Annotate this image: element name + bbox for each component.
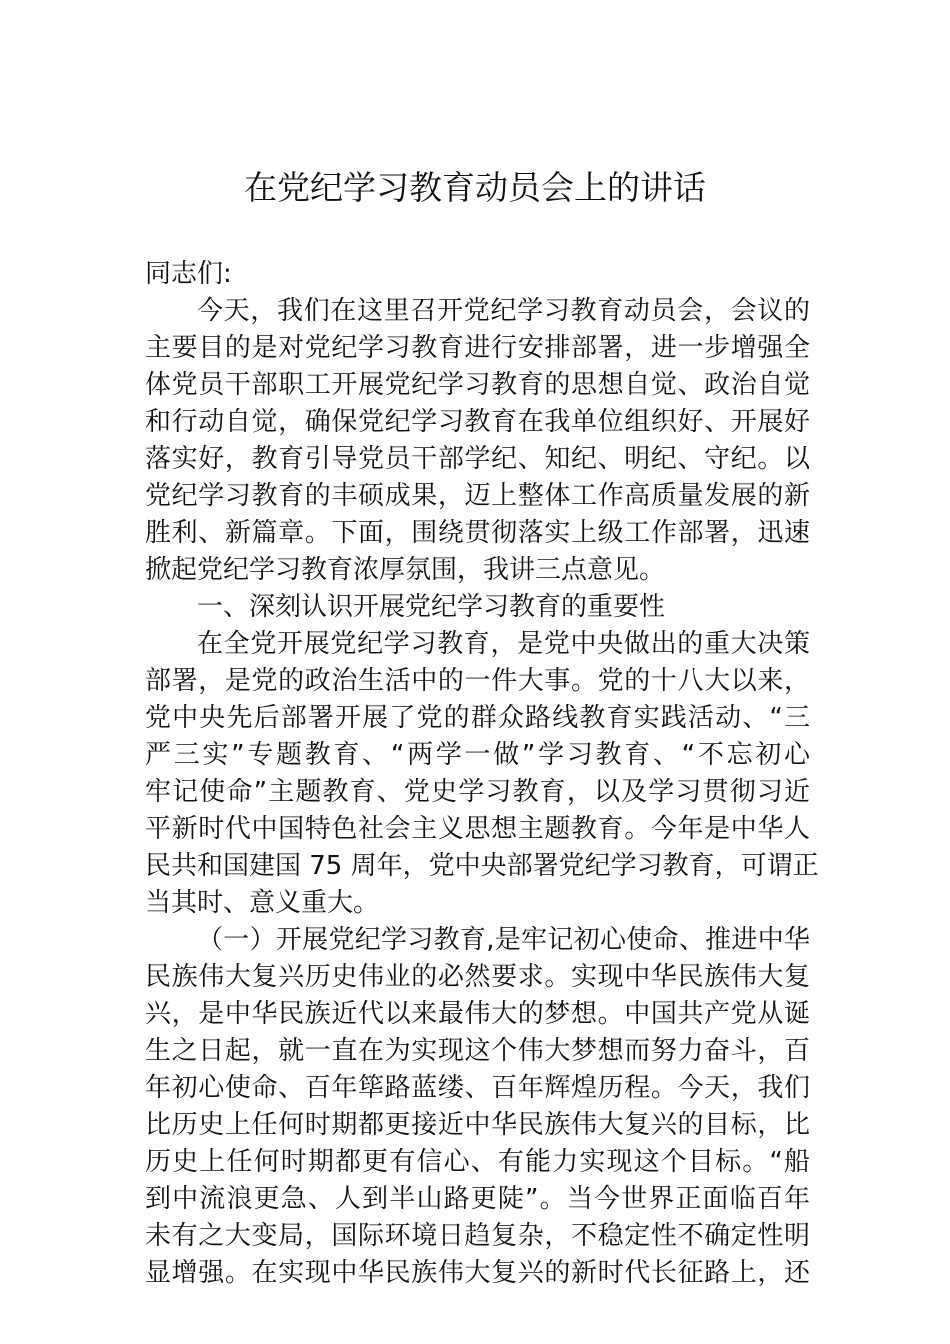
body-text-line: 体党员干部职工开展党纪学习教育的思想自觉、政治自觉 xyxy=(145,370,810,400)
body-text-line: 历史上任何时期都更有信心、有能力实现这个目标。“船 xyxy=(145,1147,810,1177)
body-text-line: 生之日起，就一直在为实现这个伟大梦想而努力奋斗，百 xyxy=(145,1036,810,1066)
body-text-line: 落实好，教育引导党员干部学纪、知纪、明纪、守纪。以 xyxy=(145,444,810,474)
body-text-line: （一）开展党纪学习教育,是牢记初心使命、推进中华 xyxy=(197,925,810,955)
body-text-line: 民共和国建国 75 周年，党中央部署党纪学习教育，可谓正 xyxy=(145,851,819,881)
body-text-line: 主要目的是对党纪学习教育进行安排部署，进一步增强全 xyxy=(145,333,810,363)
body-text-line: 党纪学习教育的丰硕成果，迈上整体工作高质量发展的新 xyxy=(145,481,810,511)
body-text-line: 掀起党纪学习教育浓厚氛围，我讲三点意见。 xyxy=(145,555,666,585)
body-text-line: 到中流浪更急、人到半山路更陡”。当今世界正面临百年 xyxy=(145,1184,810,1214)
body-text-line: 在全党开展党纪学习教育，是党中央做出的重大决策 xyxy=(197,629,810,659)
body-text-line: 平新时代中国特色社会主义思想主题教育。今年是中华人 xyxy=(145,814,810,844)
body-text-line: 比历史上任何时期都更接近中华民族伟大复兴的目标，比 xyxy=(145,1110,810,1140)
body-text-line: 民族伟大复兴历史伟业的必然要求。实现中华民族伟大复 xyxy=(145,962,810,992)
body-text-line: 兴，是中华民族近代以来最伟大的梦想。中国共产党从诞 xyxy=(145,999,810,1029)
body-text-line: 牢记使命”主题教育、党史学习教育，以及学习贯彻习近 xyxy=(145,777,810,807)
body-text-line: 今天，我们在这里召开党纪学习教育动员会，会议的 xyxy=(197,296,810,326)
body-text-line: 胜利、新篇章。下面，围绕贯彻落实上级工作部署，迅速 xyxy=(145,518,810,548)
body-text-line: 未有之大变局，国际环境日趋复杂，不稳定性不确定性明 xyxy=(145,1221,810,1251)
body-text-line: 年初心使命、百年筚路蓝缕、百年辉煌历程。今天，我们 xyxy=(145,1073,810,1103)
body-text-line: 党中央先后部署开展了党的群众路线教育实践活动、“三 xyxy=(145,703,810,733)
body-text-line: 严三实”专题教育、“两学一做”学习教育、“不忘初心 xyxy=(145,740,810,770)
document-title: 在党纪学习教育动员会上的讲话 xyxy=(244,168,706,207)
body-text-line: 当其时、意义重大。 xyxy=(145,888,380,918)
body-text-line: 同志们: xyxy=(145,259,232,289)
document-body xyxy=(145,256,819,1292)
body-text-line: 和行动自觉，确保党纪学习教育在我单位组织好、开展好 xyxy=(145,407,810,437)
body-text-line: 显增强。在实现中华民族伟大复兴的新时代长征路上，还 xyxy=(145,1258,810,1288)
body-text-line: 一、深刻认识开展党纪学习教育的重要性 xyxy=(197,592,666,622)
body-text-line: 部署，是党的政治生活中的一件大事。党的十八大以来， xyxy=(145,666,810,696)
